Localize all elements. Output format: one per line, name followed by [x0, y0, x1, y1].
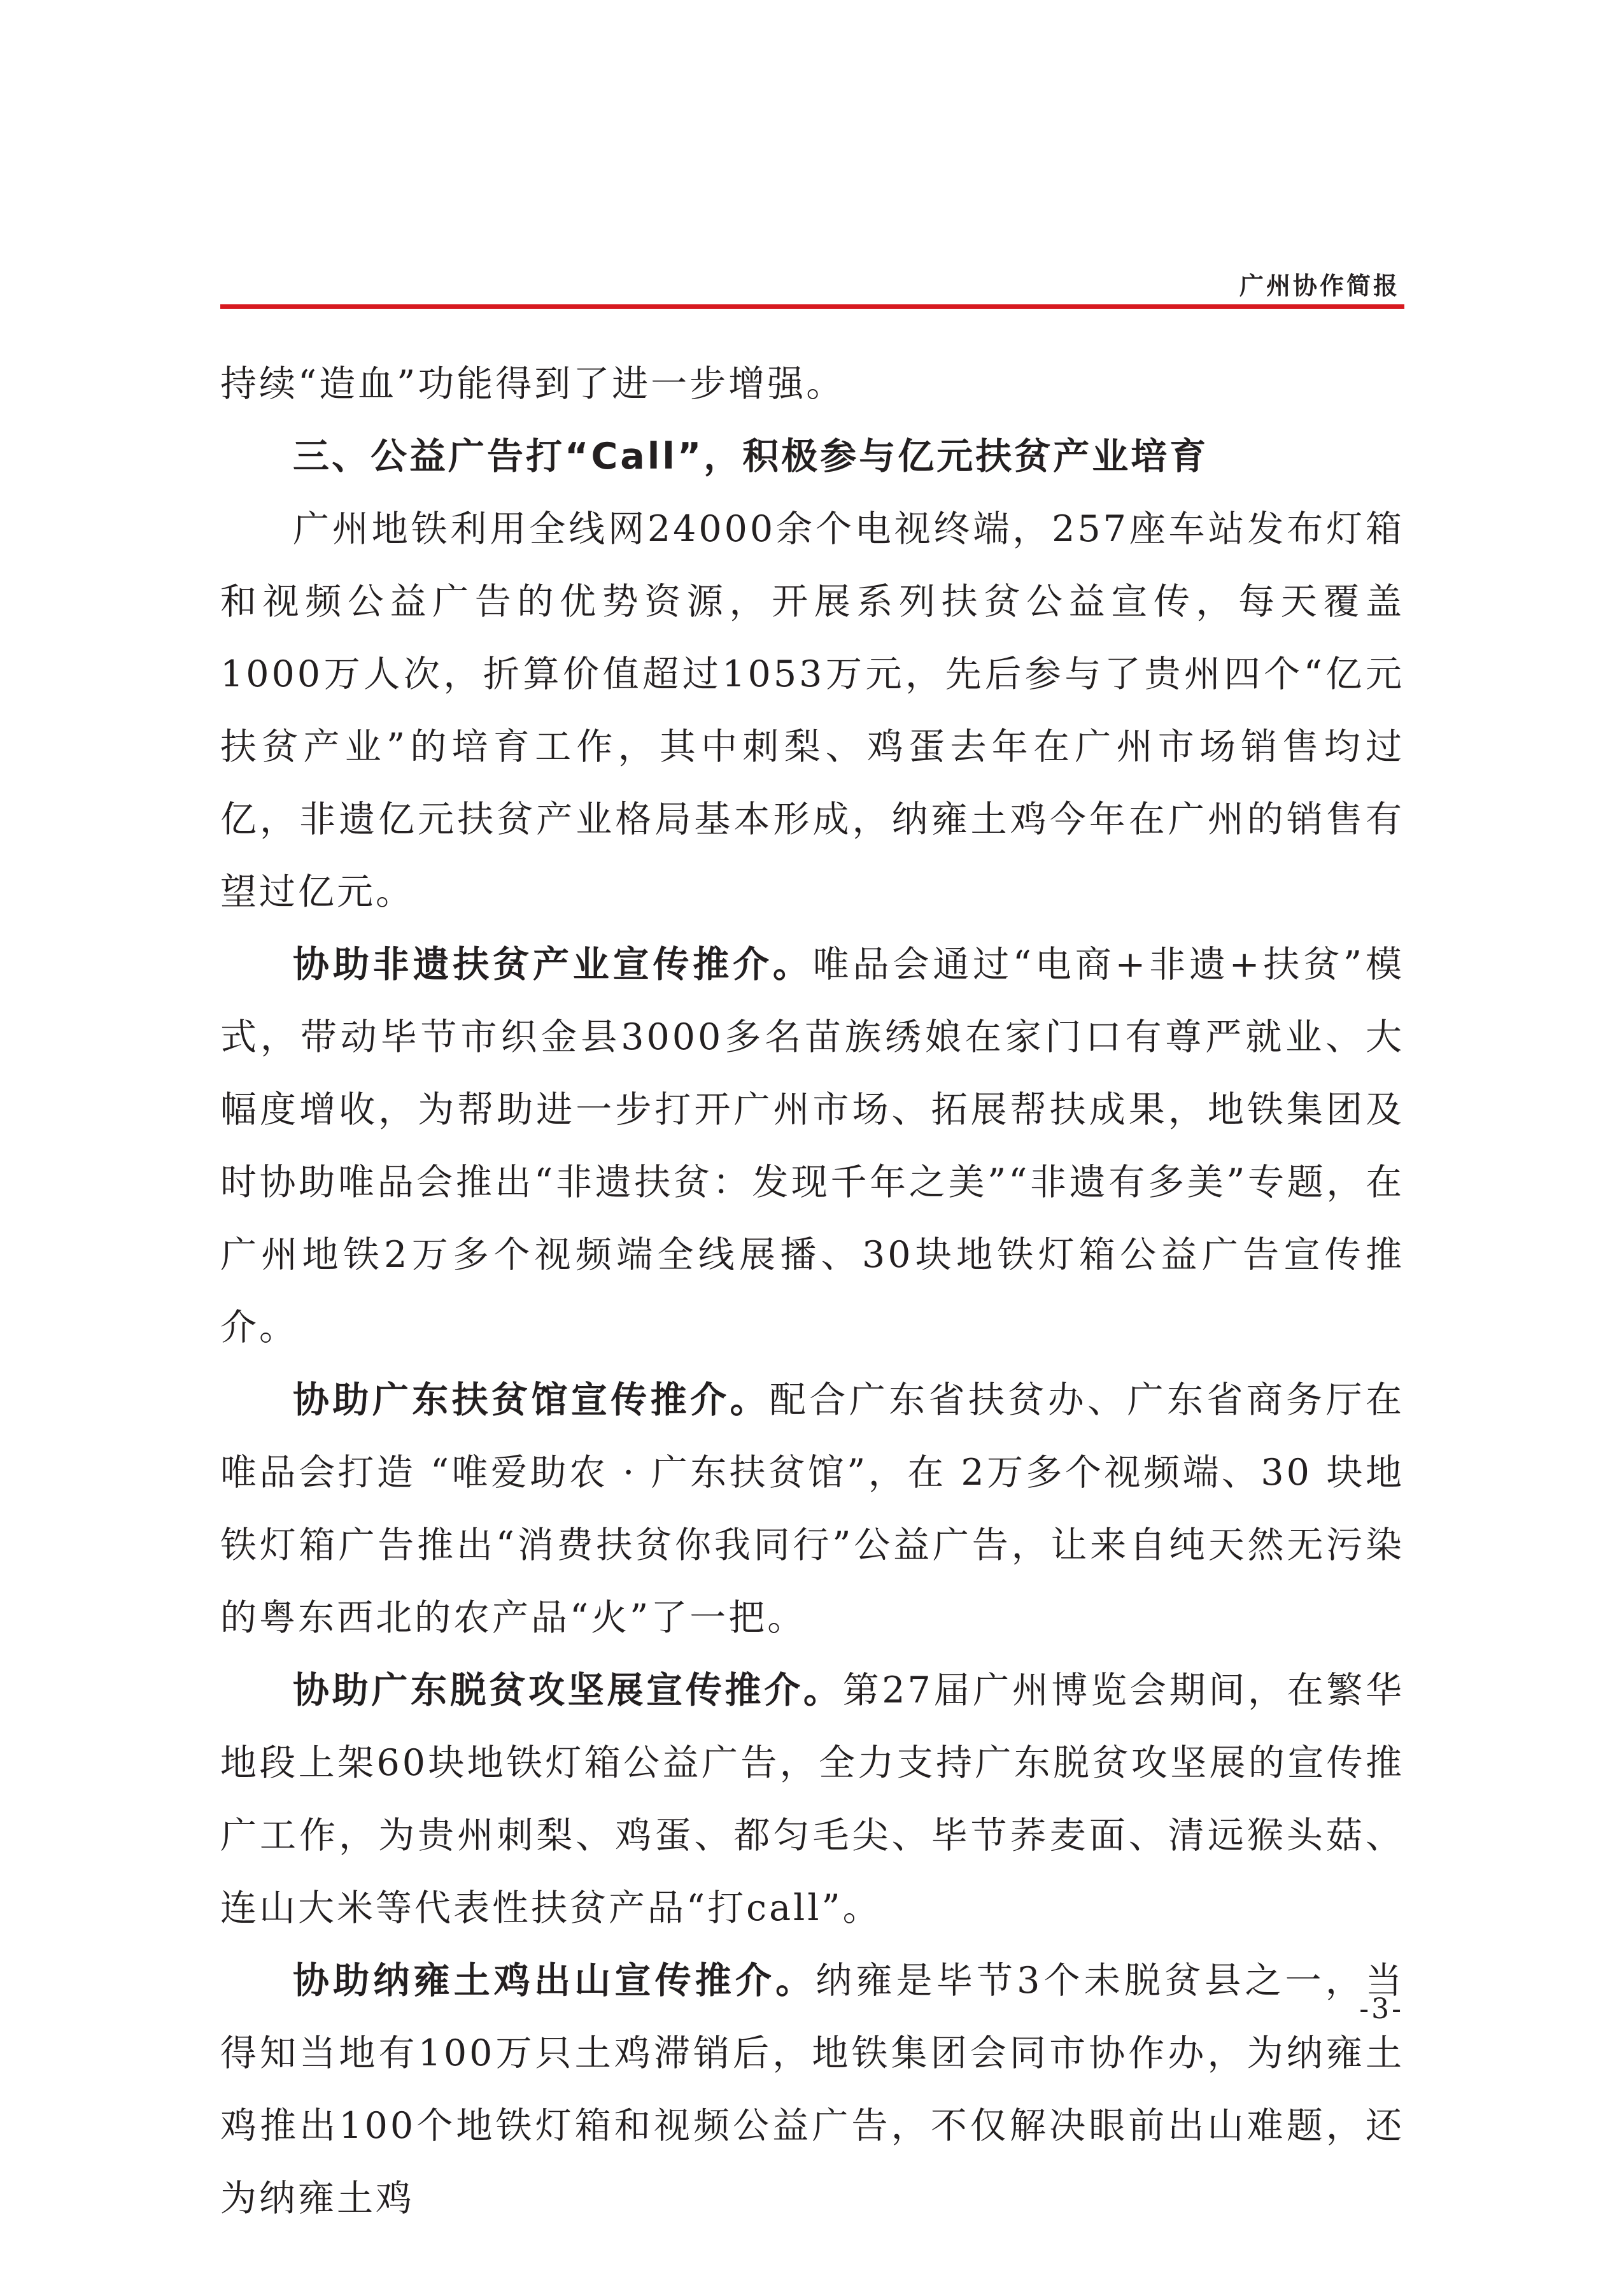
continuation-paragraph: 持续“造血”功能得到了进一步增强。	[220, 363, 845, 405]
item-text: 唯品会通过“电商+非遗+扶贫”模式，带动毕节市织金县3000多名苗族绣娘在家门口有尊严就业、大幅度增收，为帮助进一步打开广州市场、拓展帮扶成果，地铁集团及时协助唯品会推出“非遗扶贫：发现千年之美”“非遗有多美”专题，在广州地铁2万多个视频端全线展播、30块地铁灯箱公益广告宣传推介。	[220, 944, 1404, 1348]
item-lead: 协助广东扶贫馆宣传推介。	[293, 1378, 770, 1421]
publication-title: 广州协作简报	[1239, 271, 1400, 300]
document-body	[220, 348, 1404, 2235]
header-divider	[220, 304, 1404, 309]
item-lead: 协助纳雍土鸡出山宣传推介。	[293, 1959, 816, 2002]
section-heading: 三、公益广告打“Call”，积极参与亿元扶贫产业培育	[293, 435, 1209, 478]
item-paragraph-exhibition	[220, 1654, 1404, 1944]
item-text: 第27届广州博览会期间，在繁华地段上架60块地铁灯箱公益广告，全力支持广东脱贫攻坚展的宣传推广工作，为贵州刺梨、鸡蛋、都匀毛尖、毕节荞麦面、清远猴头菇、连山大米等代表性扶贫产品“打call”。	[220, 1669, 1404, 1929]
item-text: 配合广东省扶贫办、广东省商务厅在唯品会打造 “唯爱助农 · 广东扶贫馆”，在 2万多个视频端、30 块地铁灯箱广告推出“消费扶贫你我同行”公益广告，让来自纯天然无污染的粤东西北的农产品“火”了一把。	[220, 1379, 1405, 1639]
item-lead: 协助广东脱贫攻坚展宣传推介。	[293, 1669, 843, 1711]
item-lead: 协助非遗扶贫产业宣传推介。	[293, 943, 813, 986]
intro-paragraph: 广州地铁利用全线网24000余个电视终端，257座车站发布灯箱和视频公益广告的优势资源，开展系列扶贫公益宣传，每天覆盖1000万人次，折算价值超过1053万元，先后参与了贵州四个“亿元扶贫产业”的培育工作，其中刺梨、鸡蛋去年在广州市场销售均过亿，非遗亿元扶贫产业格局基本形成，纳雍土鸡今年在广州的销售有望过亿元。	[220, 508, 1404, 913]
item-paragraph-heritage	[220, 928, 1404, 1364]
item-text: 纳雍是毕节3个未脱贫县之一，当得知当地有100万只土鸡滞销后，地铁集团会同市协作办，为纳雍土鸡推出100个地铁灯箱和视频公益广告，不仅解决眼前出山难题，还为纳雍土鸡	[220, 1960, 1405, 2219]
page-number: -3-	[1359, 1993, 1404, 2025]
item-paragraph-nayong-chicken	[220, 1944, 1404, 2235]
item-paragraph-guangdong-pavilion	[220, 1364, 1404, 1654]
